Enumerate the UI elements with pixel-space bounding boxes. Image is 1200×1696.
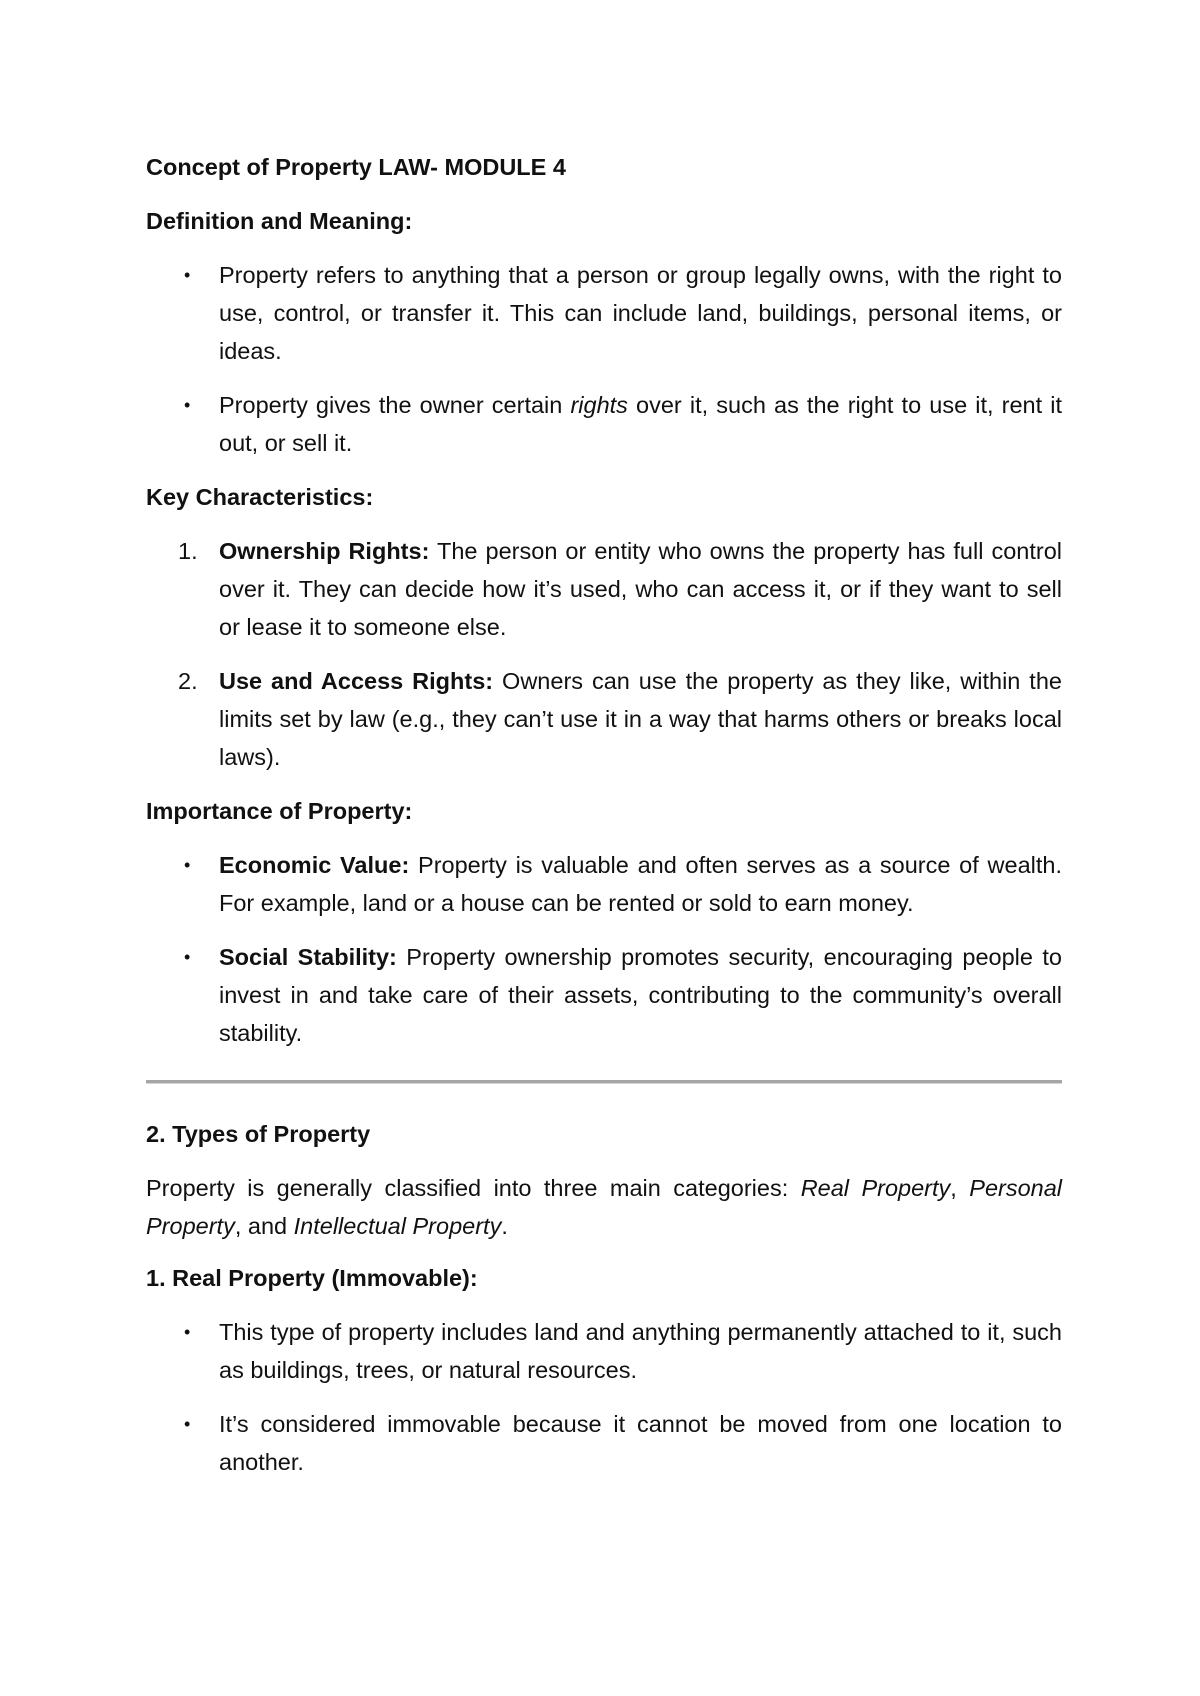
horizontal-divider xyxy=(146,1080,1062,1084)
list-number: 2. xyxy=(178,668,198,694)
term-label: Use and Access Rights: xyxy=(219,668,494,694)
paragraph-text: . xyxy=(501,1213,508,1239)
real-property-list xyxy=(146,1313,1062,1481)
emphasis-text: Personal Property xyxy=(146,1175,1063,1239)
emphasis-text: rights xyxy=(570,392,628,418)
bullet-icon: • xyxy=(184,855,191,875)
bullet-icon: • xyxy=(184,1414,191,1434)
list-item-text: The person or entity who owns the property has full control over it. They can decide how it’s used, who can access it, or if they want to sell or lease it to someone else. xyxy=(219,538,1062,640)
types-intro-paragraph xyxy=(146,1169,1062,1245)
characteristics-heading: Key Characteristics: xyxy=(146,484,374,510)
bullet-icon: • xyxy=(184,265,191,285)
real-property-heading: 1. Real Property (Immovable): xyxy=(146,1265,478,1291)
list-item-text: Property gives the owner certain xyxy=(219,392,571,418)
term-label: Economic Value: xyxy=(219,852,410,878)
paragraph-text: , xyxy=(950,1175,970,1201)
term-label: Ownership Rights: xyxy=(219,538,430,564)
definition-list xyxy=(146,256,1062,462)
types-heading: 2. Types of Property xyxy=(146,1121,371,1147)
list-item xyxy=(146,1405,1062,1481)
list-item xyxy=(146,1313,1062,1389)
bullet-icon: • xyxy=(184,1322,191,1342)
list-item-text: This type of property includes land and anything permanently attached to it, such as buildings, trees, or natural resources. xyxy=(219,1319,1062,1383)
document-body xyxy=(146,148,1062,1497)
list-item xyxy=(146,846,1062,922)
paragraph-text: , and xyxy=(234,1213,294,1239)
list-item xyxy=(146,662,1062,776)
list-item-text: Owners can use the property as they like, within the limits set by law (e.g., they can’t use it in a way that harms others or breaks local laws). xyxy=(219,668,1062,770)
list-item xyxy=(146,256,1062,370)
list-number: 1. xyxy=(178,538,198,564)
bullet-icon: • xyxy=(184,947,191,967)
definition-heading: Definition and Meaning: xyxy=(146,208,413,234)
importance-heading: Importance of Property: xyxy=(146,798,413,824)
list-item-text: Property refers to anything that a person or group legally owns, with the right to use, control, or transfer it. This can include land, buildings, personal items, or ideas. xyxy=(219,262,1062,364)
paragraph-text: Property is generally classified into three main categories: xyxy=(146,1175,801,1201)
emphasis-text: Real Property xyxy=(800,1175,951,1201)
list-item xyxy=(146,938,1062,1052)
characteristics-list xyxy=(146,532,1062,776)
list-item-text: over it, such as the right to use it, rent it out, or sell it. xyxy=(219,392,1063,456)
emphasis-text: Intellectual Property xyxy=(293,1213,502,1239)
list-item xyxy=(146,532,1062,646)
list-item xyxy=(146,386,1062,462)
list-item-text: It’s considered immovable because it cannot be moved from one location to another. xyxy=(219,1411,1062,1475)
bullet-icon: • xyxy=(184,395,191,415)
importance-list xyxy=(146,846,1062,1052)
term-label: Social Stability: xyxy=(219,944,397,970)
document-title: Concept of Property LAW- MODULE 4 xyxy=(146,154,566,180)
list-item-text: Property is valuable and often serves as a source of wealth. For example, land or a house can be rented or sold to earn money. xyxy=(219,852,1062,916)
list-item-text: Property ownership promotes security, encouraging people to invest in and take care of their assets, contributing to the community’s overall stability. xyxy=(219,944,1062,1046)
